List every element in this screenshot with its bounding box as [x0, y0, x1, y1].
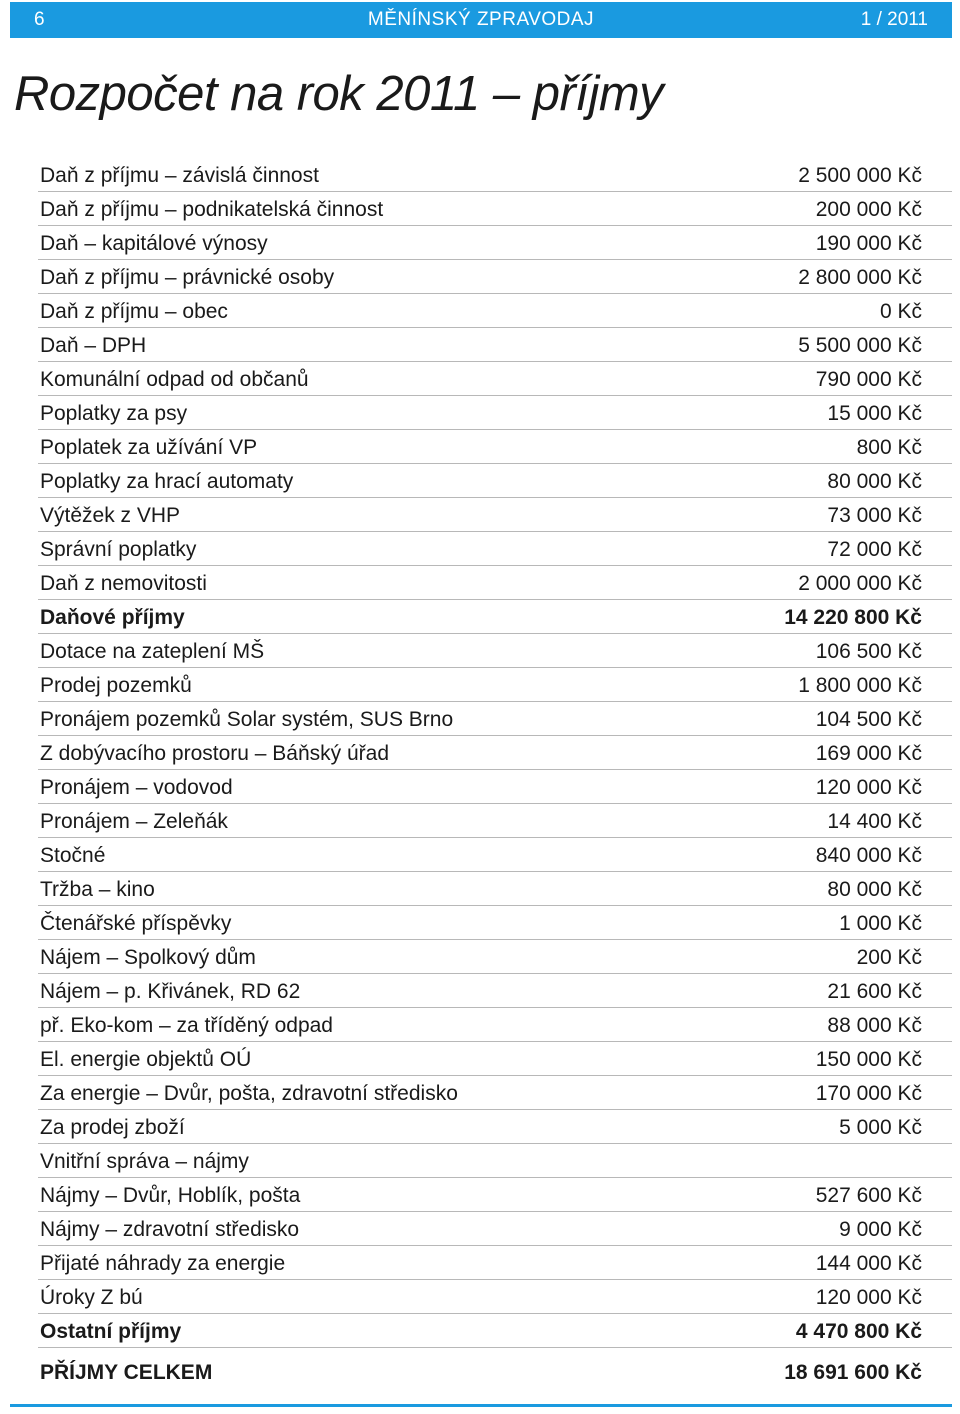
- row-value: 150 000 Kč: [815, 1048, 922, 1071]
- row-value: 5 000 Kč: [839, 1116, 922, 1139]
- table-row: [38, 1280, 952, 1314]
- table-row: [38, 702, 952, 736]
- row-value: 9 000 Kč: [839, 1218, 922, 1241]
- bottom-rule: [10, 1404, 952, 1407]
- table-row: [38, 940, 952, 974]
- row-value: 800 Kč: [856, 436, 922, 459]
- row-label: Komunální odpad od občanů: [40, 368, 309, 391]
- row-label: Daň z příjmu – právnické osoby: [40, 266, 335, 289]
- table-row: [38, 362, 952, 396]
- row-label: Prodej pozemků: [40, 674, 192, 697]
- page-number: 6: [34, 9, 45, 30]
- table-row: [38, 226, 952, 260]
- row-label: Ostatní příjmy: [40, 1320, 182, 1343]
- table-row: [38, 260, 952, 294]
- row-value: 144 000 Kč: [815, 1252, 922, 1275]
- row-value: 21 600 Kč: [827, 980, 922, 1003]
- row-label: Výtěžek z VHP: [40, 504, 181, 527]
- table-row: [38, 192, 952, 226]
- table-row: [38, 1076, 952, 1110]
- row-label: Čtenářské příspěvky: [40, 912, 232, 935]
- row-label: Dotace na zateplení MŠ: [40, 640, 265, 663]
- table-row: [38, 464, 952, 498]
- table-row: [38, 1212, 952, 1246]
- row-value: 80 000 Kč: [827, 470, 922, 493]
- row-value: 169 000 Kč: [815, 742, 922, 765]
- row-label: El. energie objektů OÚ: [40, 1048, 252, 1071]
- row-label: Stočné: [40, 844, 106, 867]
- row-value: 2 800 000 Kč: [798, 266, 922, 289]
- row-value: 527 600 Kč: [815, 1184, 922, 1207]
- table-row: [38, 1144, 952, 1178]
- row-value: 104 500 Kč: [815, 708, 922, 731]
- row-value: 790 000 Kč: [815, 368, 922, 391]
- row-label: Poplatky za hrací automaty: [40, 470, 294, 493]
- row-label: Pronájem – vodovod: [40, 776, 233, 799]
- table-row: [38, 498, 952, 532]
- row-label: Daň z příjmu – závislá činnost: [40, 164, 319, 187]
- row-value: 80 000 Kč: [827, 878, 922, 901]
- table-row: [38, 396, 952, 430]
- row-value: 106 500 Kč: [815, 640, 922, 663]
- issue-number: 1 / 2011: [860, 9, 928, 30]
- row-label: Poplatky za psy: [40, 402, 188, 425]
- page-title: Rozpočet na rok 2011 – příjmy: [14, 67, 664, 121]
- row-value: 1 800 000 Kč: [798, 674, 922, 697]
- row-value: 120 000 Kč: [815, 1286, 922, 1309]
- table-row: [38, 974, 952, 1008]
- row-value: 5 500 000 Kč: [798, 334, 922, 357]
- row-value: 0 Kč: [879, 300, 922, 323]
- row-value: 2 500 000 Kč: [798, 164, 922, 187]
- row-label: Správní poplatky: [40, 538, 197, 561]
- row-label: Tržba – kino: [40, 878, 155, 901]
- row-value: 120 000 Kč: [815, 776, 922, 799]
- row-label: Nájem – Spolkový dům: [40, 946, 256, 969]
- row-value: 190 000 Kč: [815, 232, 922, 255]
- budget-table: [38, 158, 952, 1396]
- row-label: Daň z příjmu – obec: [40, 300, 228, 323]
- row-label: Nájmy – zdravotní středisko: [40, 1218, 300, 1241]
- row-value: 14 400 Kč: [827, 810, 922, 833]
- row-value: 1 000 Kč: [839, 912, 922, 935]
- row-label: Daň – kapitálové výnosy: [40, 232, 268, 255]
- row-label: Nájmy – Dvůr, Hoblík, pošta: [40, 1184, 301, 1207]
- table-row: [38, 328, 952, 362]
- table-row: [38, 294, 952, 328]
- row-value: 200 Kč: [856, 946, 922, 969]
- row-label: Daň – DPH: [40, 334, 147, 357]
- row-value: 840 000 Kč: [815, 844, 922, 867]
- table-row: [38, 634, 952, 668]
- table-row: [38, 804, 952, 838]
- row-value: 73 000 Kč: [827, 504, 922, 527]
- table-row: [38, 906, 952, 940]
- row-value: 72 000 Kč: [827, 538, 922, 561]
- table-row: [38, 838, 952, 872]
- subtotal-row-other-income: [38, 1314, 952, 1348]
- row-value: 15 000 Kč: [827, 402, 922, 425]
- magazine-name: MĚNÍNSKÝ ZPRAVODAJ: [367, 9, 595, 30]
- row-label: Daň z příjmu – podnikatelská činnost: [40, 198, 384, 221]
- table-row: [38, 532, 952, 566]
- table-row: [38, 430, 952, 464]
- row-label: Pronájem – Zeleňák: [40, 810, 228, 833]
- row-label: Úroky Z bú: [40, 1286, 143, 1309]
- row-label: Za energie – Dvůr, pošta, zdravotní středisko: [40, 1082, 458, 1105]
- row-label: Daňové příjmy: [40, 606, 185, 629]
- row-label: Za prodej zboží: [40, 1116, 185, 1139]
- table-row: [38, 1246, 952, 1280]
- row-label: Vnitřní správa – nájmy: [40, 1150, 249, 1173]
- subtotal-row-tax-income: [38, 600, 952, 634]
- row-value: 200 000 Kč: [815, 198, 922, 221]
- table-row: [38, 736, 952, 770]
- row-label: Nájem – p. Křivánek, RD 62: [40, 980, 301, 1003]
- table-row: [38, 566, 952, 600]
- row-label: Daň z nemovitosti: [40, 572, 207, 595]
- row-value: 88 000 Kč: [827, 1014, 922, 1037]
- table-row: [38, 872, 952, 906]
- row-label: Přijaté náhrady za energie: [40, 1252, 286, 1275]
- row-label: př. Eko-kom – za tříděný odpad: [40, 1014, 333, 1037]
- table-row: [38, 1110, 952, 1144]
- row-value: 170 000 Kč: [815, 1082, 922, 1105]
- table-row: [38, 1178, 952, 1212]
- row-label: Z dobývacího prostoru – Báňský úřad: [40, 742, 390, 765]
- grand-total-row: [38, 1348, 952, 1396]
- row-value: 18 691 600 Kč: [784, 1361, 922, 1384]
- table-row: [38, 158, 952, 192]
- table-row: [38, 770, 952, 804]
- row-label: PŘÍJMY CELKEM: [40, 1361, 213, 1384]
- row-value: 14 220 800 Kč: [784, 606, 922, 629]
- page-header-bar: [10, 2, 952, 38]
- row-label: Poplatek za užívání VP: [40, 436, 258, 459]
- table-row: [38, 1008, 952, 1042]
- table-row: [38, 1042, 952, 1076]
- table-row: [38, 668, 952, 702]
- row-value: 4 470 800 Kč: [795, 1320, 922, 1343]
- row-label: Pronájem pozemků Solar systém, SUS Brno: [40, 708, 454, 731]
- row-value: 2 000 000 Kč: [798, 572, 922, 595]
